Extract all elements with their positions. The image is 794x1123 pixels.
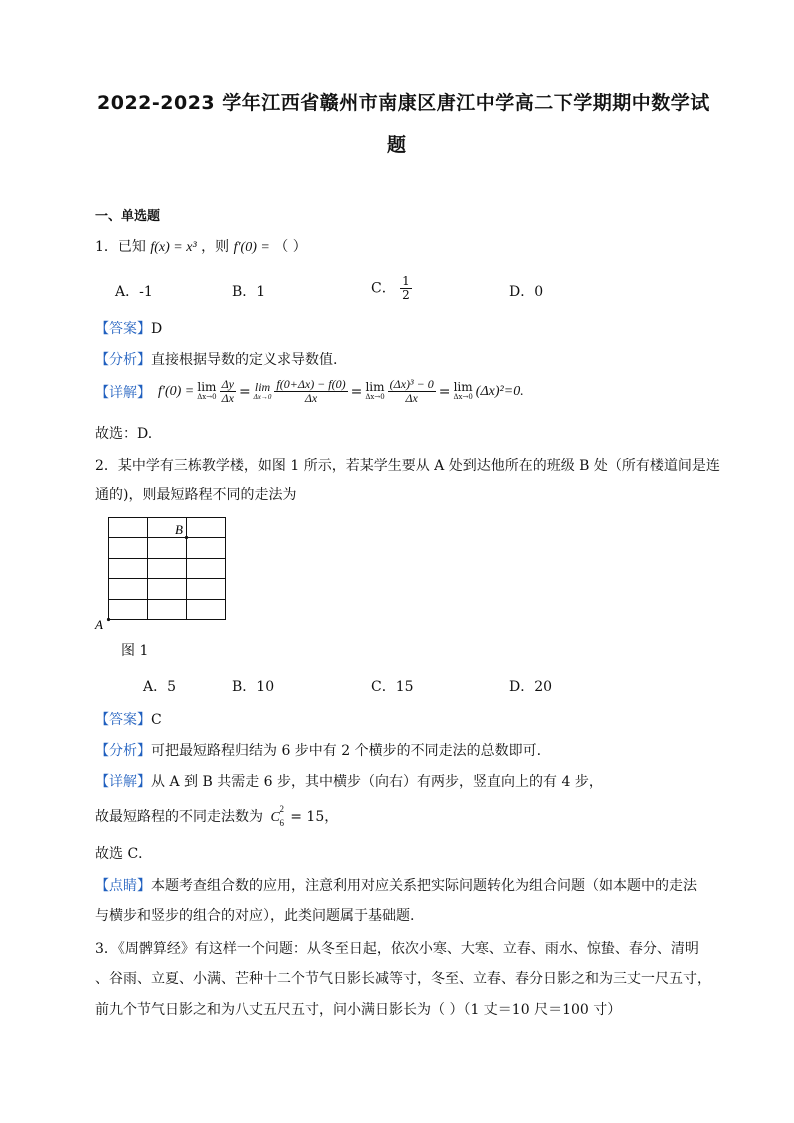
limit-symbol-2: lim Δx→0 — [253, 380, 272, 401]
q2-analysis: 【分析】可把最短路程归结为 6 步中有 2 个横步的不同走法的总数即可. — [95, 743, 542, 759]
limit-symbol-4: lim Δx→0 — [453, 380, 473, 401]
point-b-label: B — [175, 522, 183, 537]
q2-detail-2: 故最短路程的不同走法数为 C 2 6 = 15， — [95, 804, 339, 828]
question-2-line2: 通的)，则最短路程不同的走法为 — [95, 487, 297, 503]
q1-option-d: D．0 — [509, 284, 544, 300]
question-1 — [95, 236, 307, 256]
point-b-dot — [185, 536, 188, 539]
q2-comment-line2: 与横步和竖步的组合的对应），此类问题属于基础题. — [95, 908, 415, 924]
q2-option-b: B．10 — [232, 679, 275, 695]
combination-symbol: C 2 6 — [270, 804, 284, 828]
question-3-line1: 3．《周髀算经》有这样一个问题：从冬至日起，依次小寒、大寒、立春、雨水、惊蛰、春分、清明 — [95, 941, 699, 957]
point-a-label: A — [95, 617, 103, 632]
point-a-dot — [107, 618, 110, 621]
limit-symbol: lim Δx→0 — [197, 380, 217, 401]
detail-tag: 【详解】 — [95, 384, 151, 401]
q2-comment-line1: 【点睛】本题考查组合数的应用，注意利用对应关系把实际问题转化为组合问题（如本题中的走法 — [95, 878, 697, 894]
analysis-tag: 【分析】 — [95, 352, 151, 368]
q2-detail: 【详解】从 A 到 B 共需走 6 步，其中横步（向右）有两步，竖直向上的有 4 步， — [95, 774, 603, 790]
page-title: 2022-2023 学年江西省赣州市南康区唐江中学高二下学期期中数学试 — [97, 92, 710, 114]
q2-option-c: C．15 — [371, 679, 414, 695]
q1-function: f(x) = x³ — [150, 240, 197, 255]
grid-figure — [92, 512, 242, 632]
question-2-line1: 2．某中学有三栋教学楼，如图 1 所示，若某学生要从 A 处到达他所在的班级 B 处（所有楼道间是连 — [95, 458, 720, 474]
q1-ask: f′(0) = — [233, 240, 270, 255]
q1-option-b: B．1 — [232, 284, 266, 300]
q1-option-c-label: C． — [371, 280, 396, 297]
question-3-line2: 、谷雨、立夏、小满、芒种十二个节气日影长减等寸，冬至、立春、春分日影之和为三丈一尺五寸， — [95, 971, 711, 987]
q2-answer: 【答案】C — [95, 712, 162, 728]
question-3-line3: 前九个节气日影之和为八丈五尺五寸，问小满日影长为（ ）（1 丈＝10 尺＝100 寸） — [95, 1002, 622, 1018]
q1-answer: 【答案】D — [95, 321, 163, 337]
q1-detail: 【详解】 f′(0) = lim Δx→0 $\frac{\Delta y}{\Delta x}$ = lim Δx→0 $\frac{f(0+\Delta x) - f(0)}{\Delta x}$ = lim Δx→0 $\frac{\text{(Δx)³ − 0}}{\Delta x}$ = lim Δx→0 (Δx)²=0. — [95, 377, 524, 405]
q2-option-a: A．5 — [143, 679, 177, 695]
q1-prefix: 1．已知 — [95, 239, 146, 255]
q1-paren: （ ） — [274, 239, 307, 255]
q1-analysis: 【分析】直接根据导数的定义求导数值. — [95, 352, 338, 368]
page-title-continued: 题 — [387, 134, 407, 156]
figure-caption: 图 1 — [121, 643, 149, 659]
q2-option-d: D．20 — [509, 679, 553, 695]
q1-conclusion: 故选：D. — [95, 426, 153, 442]
q1-middle: ，则 — [201, 239, 230, 255]
q1-option-c — [371, 275, 412, 302]
q1-option-a: A．-1 — [115, 284, 153, 300]
answer-tag: 【答案】 — [95, 321, 151, 337]
q1-option-c-fraction: $\frac{1}{2}$ — [402, 274, 410, 302]
section-heading: 一、单选题 — [95, 209, 161, 224]
q2-conclusion: 故选 C． — [95, 846, 153, 862]
limit-symbol-3: lim Δx→0 — [365, 380, 385, 401]
